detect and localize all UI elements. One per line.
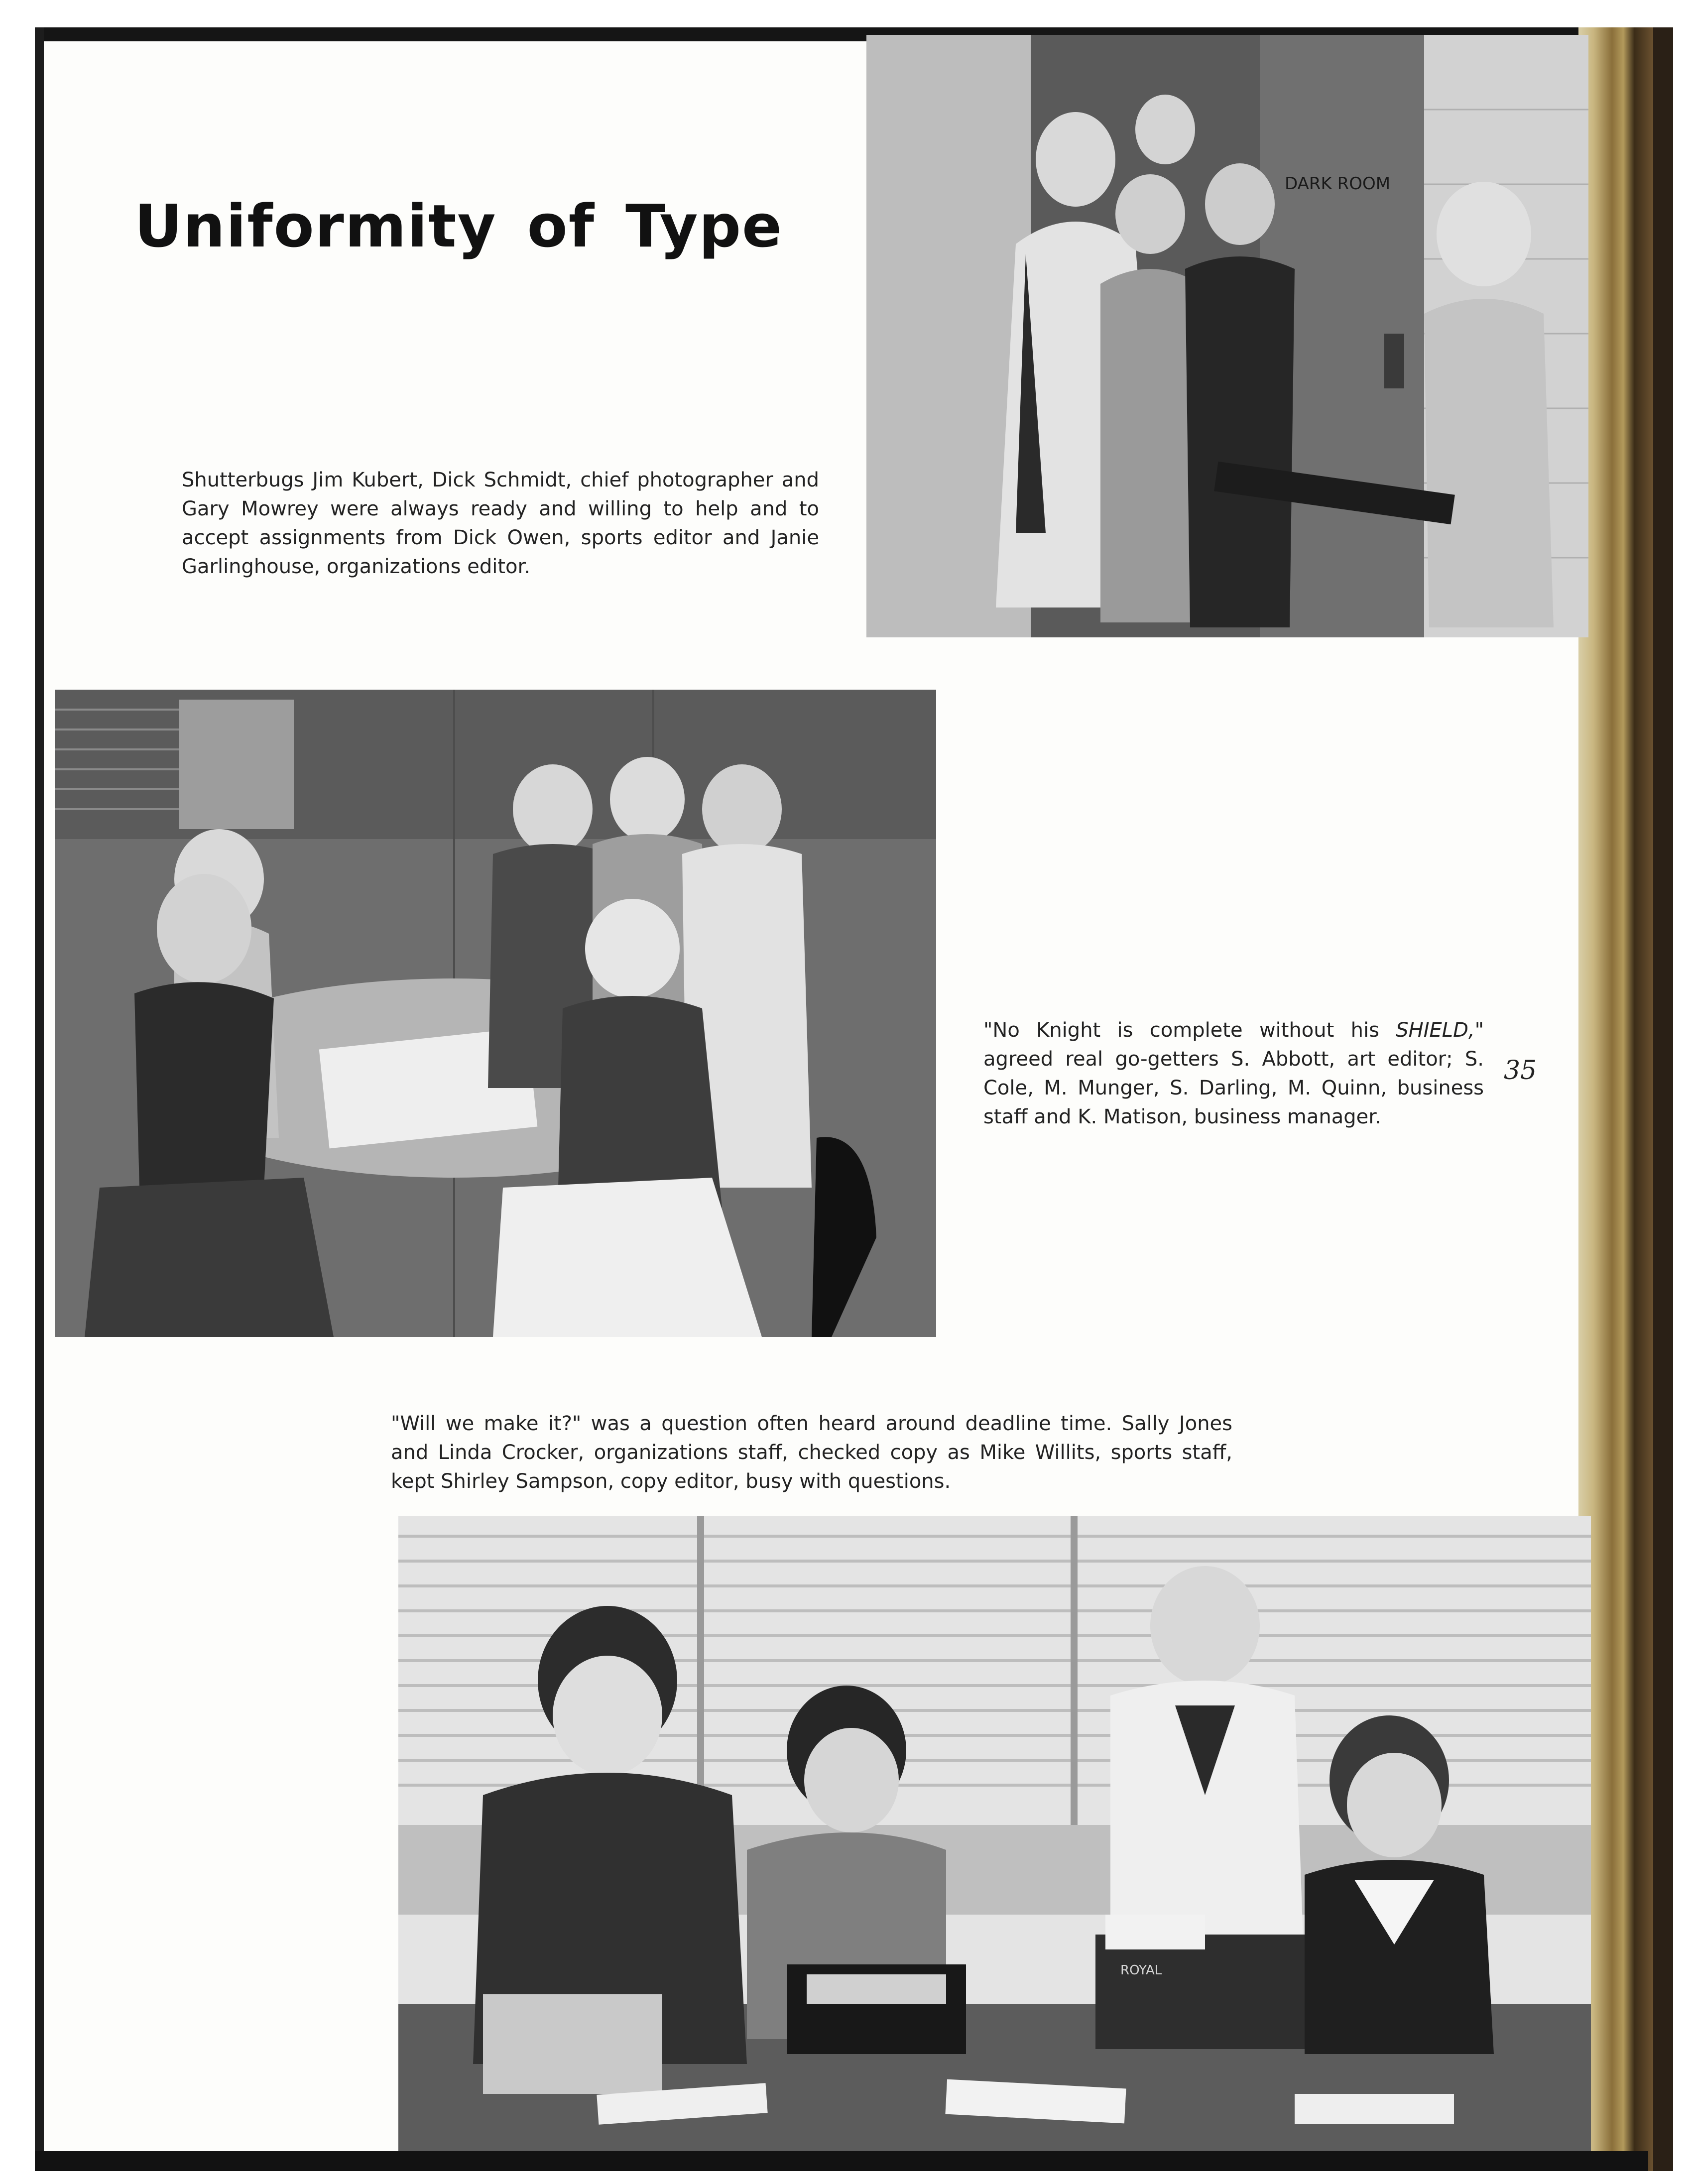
shield-emphasis: SHIELD, bbox=[1396, 1019, 1475, 1042]
caption-business-staff-prefix: "No Knight is complete without his bbox=[983, 1019, 1396, 1042]
page-number: 35 bbox=[1504, 1056, 1537, 1086]
photo-business-staff bbox=[55, 690, 936, 1337]
scan-border-bottom bbox=[35, 2151, 1648, 2171]
page-title: Uniformity of Type bbox=[134, 192, 783, 260]
scan-border-left bbox=[35, 27, 44, 2159]
darkroom-sign: DARK ROOM bbox=[1285, 174, 1391, 194]
typewriter-brand: ROYAL bbox=[1120, 1963, 1162, 1978]
caption-deadline: "Will we make it?" was a question often heard around deadline time. Sally Jones and Linda Crocker, organizations staff, checked copy as Mike Willits, sports staff, kept Shirley Sampson, copy editor, busy with questions. bbox=[391, 1412, 1232, 1493]
caption-photographers: Shutterbugs Jim Kubert, Dick Schmidt, chief photographer and Gary Mowrey were always ready and willing to help and to accept assignments from Dick Owen, sports editor and Janie Garlinghouse, organizations editor. bbox=[182, 469, 819, 578]
caption-business-staff-suffix: " agreed real go-getters S. Abbott, art editor; S. Cole, M. Munger, S. Darling, M. Quinn, business staff and K. Matison, business manager. bbox=[983, 1019, 1484, 1128]
book-spine-edge bbox=[1653, 27, 1673, 2171]
photo-copy-desk bbox=[398, 1516, 1591, 2151]
photo-darkroom bbox=[866, 35, 1588, 637]
caption-business-staff bbox=[983, 1016, 1484, 1131]
